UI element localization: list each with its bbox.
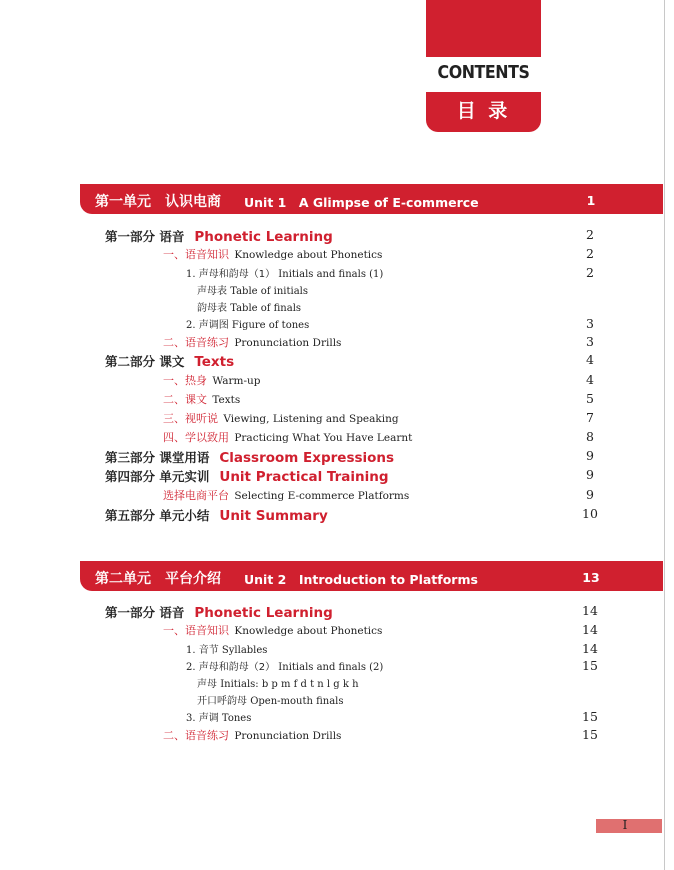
toc-page-number: 2 [586, 265, 594, 280]
toc-entry[interactable] [0, 709, 674, 727]
toc-section-cn: 四、学以致用 [163, 431, 229, 444]
toc-entry-text [105, 352, 234, 370]
unit-page-number: 1 [586, 193, 596, 208]
toc-item-number: 3. [186, 713, 196, 724]
unit-header-1[interactable] [80, 184, 663, 214]
toc-entry[interactable] [0, 246, 674, 264]
toc-entry-text [163, 429, 412, 445]
toc-entry[interactable] [0, 372, 674, 390]
unit-header-2[interactable] [80, 561, 663, 591]
toc-part-title-en: Phonetic Learning [194, 605, 333, 621]
toc-entry-text [163, 372, 261, 388]
toc-subitem-cn: 开口呼韵母 [197, 696, 247, 707]
toc-entry[interactable] [0, 622, 674, 640]
toc-entry[interactable] [0, 603, 674, 621]
toc-entry[interactable] [0, 487, 674, 505]
toc-item-cn: 声母和韵母（1） [198, 269, 276, 280]
toc-page-number: 3 [586, 316, 594, 331]
toc-entry[interactable] [0, 282, 674, 300]
toc-page-number: 5 [586, 391, 594, 406]
toc-section-cn: 选择电商平台 [163, 489, 229, 502]
toc-entry-text [186, 316, 309, 331]
toc-subitem-en: Initials: b p m f d t n l g k h [220, 679, 359, 690]
toc-subitem-en: Table of finals [230, 303, 302, 314]
toc-subitem-en: Open-mouth finals [250, 696, 344, 707]
toc-item-en: Figure of tones [231, 320, 310, 331]
toc-entry-text [163, 487, 409, 503]
toc-page-number: 3 [586, 334, 594, 349]
toc-part-label: 第一部分 语音 [105, 605, 185, 620]
toc-section-en: Warm-up [212, 375, 261, 387]
toc-item-en: Tones [221, 713, 252, 724]
toc-entry-text [105, 467, 389, 485]
toc-section-en: Selecting E-commerce Platforms [234, 490, 410, 502]
toc-entry[interactable] [0, 448, 674, 466]
toc-entry[interactable] [0, 727, 674, 745]
toc-part-label: 第五部分 单元小结 [105, 508, 210, 523]
toc-section-cn: 一、语音知识 [163, 248, 229, 261]
contents-title: CONTENTS [437, 62, 530, 83]
toc-entry[interactable] [0, 391, 674, 409]
toc-page-number: 9 [586, 448, 594, 463]
toc-part-label: 第四部分 单元实训 [105, 469, 210, 484]
toc-entry-text [186, 658, 383, 673]
toc-section-en: Practicing What You Have Learnt [234, 432, 413, 444]
toc-entry-text [163, 391, 240, 407]
toc-page-number: 7 [586, 410, 594, 425]
unit-title-en: Unit 2 Introduction to Platforms [244, 572, 478, 587]
toc-section-en: Pronunciation Drills [234, 730, 342, 742]
toc-entry[interactable] [0, 506, 674, 524]
toc-section-cn: 二、语音练习 [163, 336, 229, 349]
toc-entry[interactable] [0, 227, 674, 245]
toc-item-cn: 音节 [198, 645, 219, 656]
toc-entry[interactable] [0, 429, 674, 447]
toc-item-cn: 声调 [198, 713, 219, 724]
toc-part-title-en: Phonetic Learning [194, 229, 333, 245]
toc-entry-text [105, 603, 333, 621]
toc-section-en: Texts [212, 394, 241, 406]
toc-part-label: 第一部分 语音 [105, 229, 185, 244]
toc-entry-text [105, 227, 333, 245]
toc-entry-text [186, 265, 383, 280]
toc-page-number: 14 [582, 641, 598, 656]
toc-item-number: 1. [186, 269, 196, 280]
toc-page-number: 2 [586, 227, 594, 242]
toc-item-number: 2. [186, 662, 196, 673]
toc-item-number: 2. [186, 320, 196, 331]
toc-section-cn: 二、语音练习 [163, 729, 229, 742]
toc-item-en: Syllables [221, 645, 268, 656]
toc-part-title-en: Classroom Expressions [219, 450, 395, 466]
toc-page-number: 2 [586, 246, 594, 261]
toc-entry-text [105, 506, 328, 524]
unit-title-cn: 第一单元 认识电商 [95, 194, 221, 210]
toc-entry-text [163, 622, 382, 638]
toc-entry[interactable] [0, 658, 674, 676]
toc-entry-text [197, 692, 344, 707]
toc-part-label: 第三部分 课堂用语 [105, 450, 210, 465]
toc-item-en: Initials and finals (2) [278, 662, 384, 673]
unit-page-number: 13 [582, 570, 600, 585]
toc-entry[interactable] [0, 316, 674, 334]
toc-entry-text [186, 641, 267, 656]
toc-item-cn: 声母和韵母（2） [198, 662, 276, 673]
unit-title-en: Unit 1 A Glimpse of E-commerce [244, 195, 479, 210]
toc-page-number: 14 [582, 603, 598, 618]
toc-item-en: Initials and finals (1) [278, 269, 384, 280]
toc-section-en: Pronunciation Drills [234, 337, 342, 349]
footer-page-number: I [622, 818, 628, 832]
toc-page-number: 8 [586, 429, 594, 444]
toc-section-en: Knowledge about Phonetics [234, 625, 383, 637]
toc-entry[interactable] [0, 692, 674, 710]
toc-section-cn: 二、课文 [163, 393, 207, 406]
toc-entry-text [163, 334, 341, 350]
toc-entry-text [197, 675, 359, 690]
toc-page-number: 9 [586, 467, 594, 482]
toc-entry[interactable] [0, 675, 674, 693]
toc-item-number: 1. [186, 645, 196, 656]
toc-section-cn: 一、语音知识 [163, 624, 229, 637]
toc-subitem-cn: 声母表 [197, 286, 227, 297]
toc-entry[interactable] [0, 299, 674, 317]
contents-tab-top [426, 0, 541, 57]
toc-entry[interactable] [0, 265, 674, 283]
toc-part-title-en: Texts [194, 354, 235, 370]
toc-entry-text [197, 299, 301, 314]
toc-page-number: 10 [582, 506, 598, 521]
toc-page-number: 4 [586, 352, 594, 367]
toc-section-cn: 三、视听说 [163, 412, 218, 425]
toc-subitem-cn: 声母 [197, 679, 217, 690]
toc-entry-text [163, 727, 341, 743]
toc-entry[interactable] [0, 410, 674, 428]
toc-subitem-en: Table of initials [230, 286, 308, 297]
toc-part-title-en: Unit Practical Training [219, 469, 389, 485]
toc-page-number: 9 [586, 487, 594, 502]
toc-page-number: 14 [582, 622, 598, 637]
toc-entry-text [163, 246, 382, 262]
toc-section-cn: 一、热身 [163, 374, 207, 387]
toc-page-number: 15 [582, 727, 598, 742]
unit-title-cn: 第二单元 平台介绍 [95, 571, 221, 587]
toc-entry[interactable] [0, 641, 674, 659]
toc-section-en: Viewing, Listening and Speaking [223, 413, 399, 425]
toc-entry[interactable] [0, 352, 674, 370]
toc-subitem-cn: 韵母表 [197, 303, 227, 314]
toc-section-en: Knowledge about Phonetics [234, 249, 383, 261]
toc-entry-text [163, 410, 399, 426]
toc-entry-text [105, 448, 394, 466]
toc-page-number: 15 [582, 658, 598, 673]
toc-entry[interactable] [0, 334, 674, 352]
contents-cn-label: 目 录 [426, 92, 541, 132]
toc-part-label: 第二部分 课文 [105, 354, 185, 369]
toc-part-title-en: Unit Summary [219, 508, 328, 524]
toc-item-cn: 声调图 [198, 320, 229, 331]
toc-page-number: 15 [582, 709, 598, 724]
toc-entry[interactable] [0, 467, 674, 485]
toc-page-number: 4 [586, 372, 594, 387]
toc-entry-text [186, 709, 251, 724]
toc-entry-text [197, 282, 308, 297]
